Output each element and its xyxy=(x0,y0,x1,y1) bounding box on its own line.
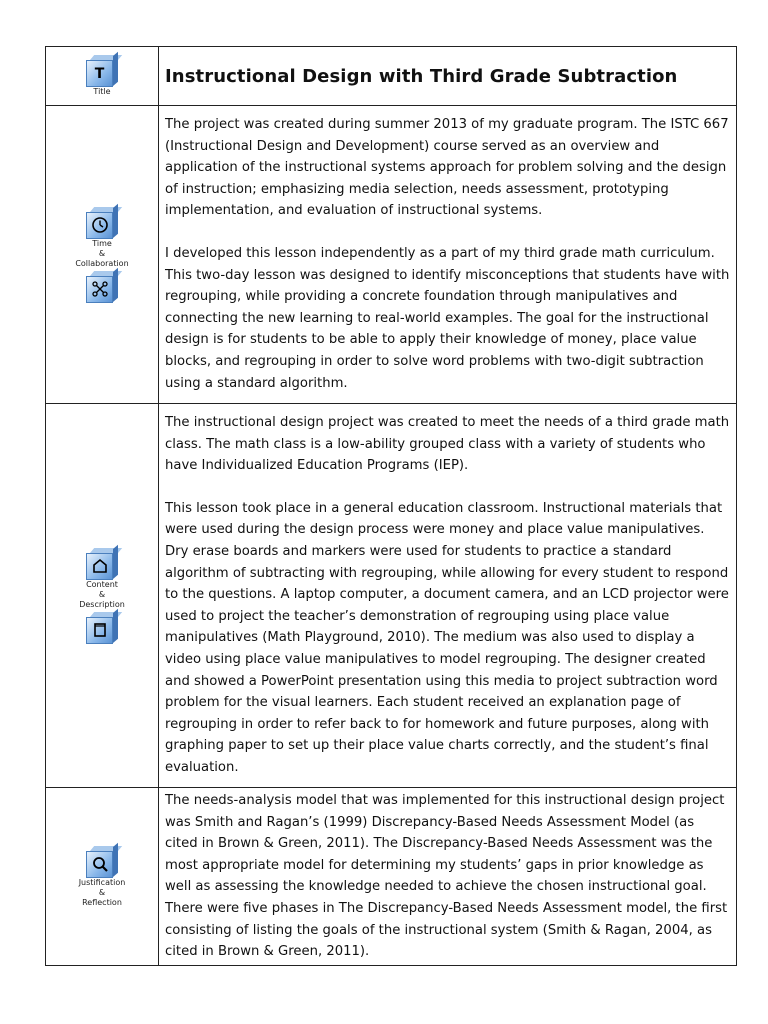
content-ampersand: & xyxy=(98,589,106,599)
justification-reflection-text xyxy=(159,788,736,965)
content-paragraph-2: This lesson took place in a general education classroom. Instructional materials that were used during the design process were money and place value manipulatives. Dry erase boards and markers were used for students to practice a standard algorithm of subtracting with regrouping, while allowing for every student to respond to the questions. A laptop computer, a document camera, and an LCD projector were used to project the teacher’s demonstration of regrouping using place value manipulatives (Math Playground, 2010). The medium was also used to display a video using place value manipulatives to model regrouping. The designer created and showed a PowerPoint presentation using this media to project subtraction word problem for the visual learners. Each student received an explanation page of regrouping in order to refer back to for homework and future purposes, along with graphing paper to set up their place value charts correctly, and the student’s final evaluation. xyxy=(165,500,729,775)
content-description-text xyxy=(159,404,736,787)
time-ampersand: & xyxy=(98,248,106,258)
justification-label: Justification xyxy=(78,877,126,887)
time-collaboration-icon-cell xyxy=(46,106,159,403)
clock-icon xyxy=(86,207,118,239)
justification-reflection-row xyxy=(46,788,736,965)
description-label: Description xyxy=(79,599,125,609)
title-cell xyxy=(159,47,736,105)
justification-reflection-icon-cell xyxy=(46,788,159,965)
cylinder-icon xyxy=(86,612,118,644)
title-icon-letter: T xyxy=(94,65,105,82)
justification-ampersand: & xyxy=(98,887,106,897)
time-collaboration-text xyxy=(159,106,736,403)
time-collaboration-row xyxy=(46,106,736,404)
justification-paragraph-1: The needs-analysis model that was implemented for this instructional design project was Smith and Ragan’s (1999) Discrepancy-Based Needs Assessment Model (as cited in Brown & Green, 2011). The Discrepancy-Based Needs Assessment was the most appropriate model for determining my students’ gaps in prior knowledge as well as assessing the knowledge needed to achieve the chosen instructional goal. There were five phases in The Discrepancy-Based Needs Assessment model, the first consisting of listing the goals of the instructional system (Smith & Ragan, 2004, as cited in Brown & Green, 2011). xyxy=(165,793,728,960)
document-title: Instructional Design with Third Grade Subtraction xyxy=(165,65,678,87)
title-icon xyxy=(86,55,118,87)
content-label: Content xyxy=(86,579,118,589)
document-table xyxy=(45,46,737,966)
network-icon xyxy=(86,271,118,303)
time-label: Time xyxy=(92,238,112,248)
time-paragraph-1: The project was created during summer 2013 of my graduate program. The ISTC 667 (Instructional Design and Development) course served as an overview and application of the instructional systems approach for problem solving and the design of instruction; emphasizing media selection, needs assessment, prototyping implementation, and evaluation of instructional systems. xyxy=(165,117,729,219)
magnifier-icon xyxy=(86,846,118,878)
title-icon-label: Title xyxy=(93,87,111,96)
content-paragraph-1: The instructional design project was created to meet the needs of a third grade math class. The math class is a low-ability grouped class with a variety of students who have Individualized Education Programs (IEP). xyxy=(165,415,730,474)
content-description-icon-cell xyxy=(46,404,159,787)
title-row xyxy=(46,47,736,106)
reflection-label: Reflection xyxy=(82,897,122,907)
collaboration-label: Collaboration xyxy=(75,258,129,268)
content-description-row xyxy=(46,404,736,788)
time-paragraph-2: I developed this lesson independently as a part of my third grade math curriculum. This two-day lesson was designed to identify misconceptions that students have with regrouping, while providing a concrete foundation through manipulatives and connecting the new learning to real-world examples. The goal for the instructional design is for students to be able to apply their knowledge of money, place value blocks, and regrouping in order to solve word problems with two-digit subtraction using a standard algorithm. xyxy=(165,245,730,391)
house-icon xyxy=(86,548,118,580)
title-icon-cell xyxy=(46,47,159,105)
